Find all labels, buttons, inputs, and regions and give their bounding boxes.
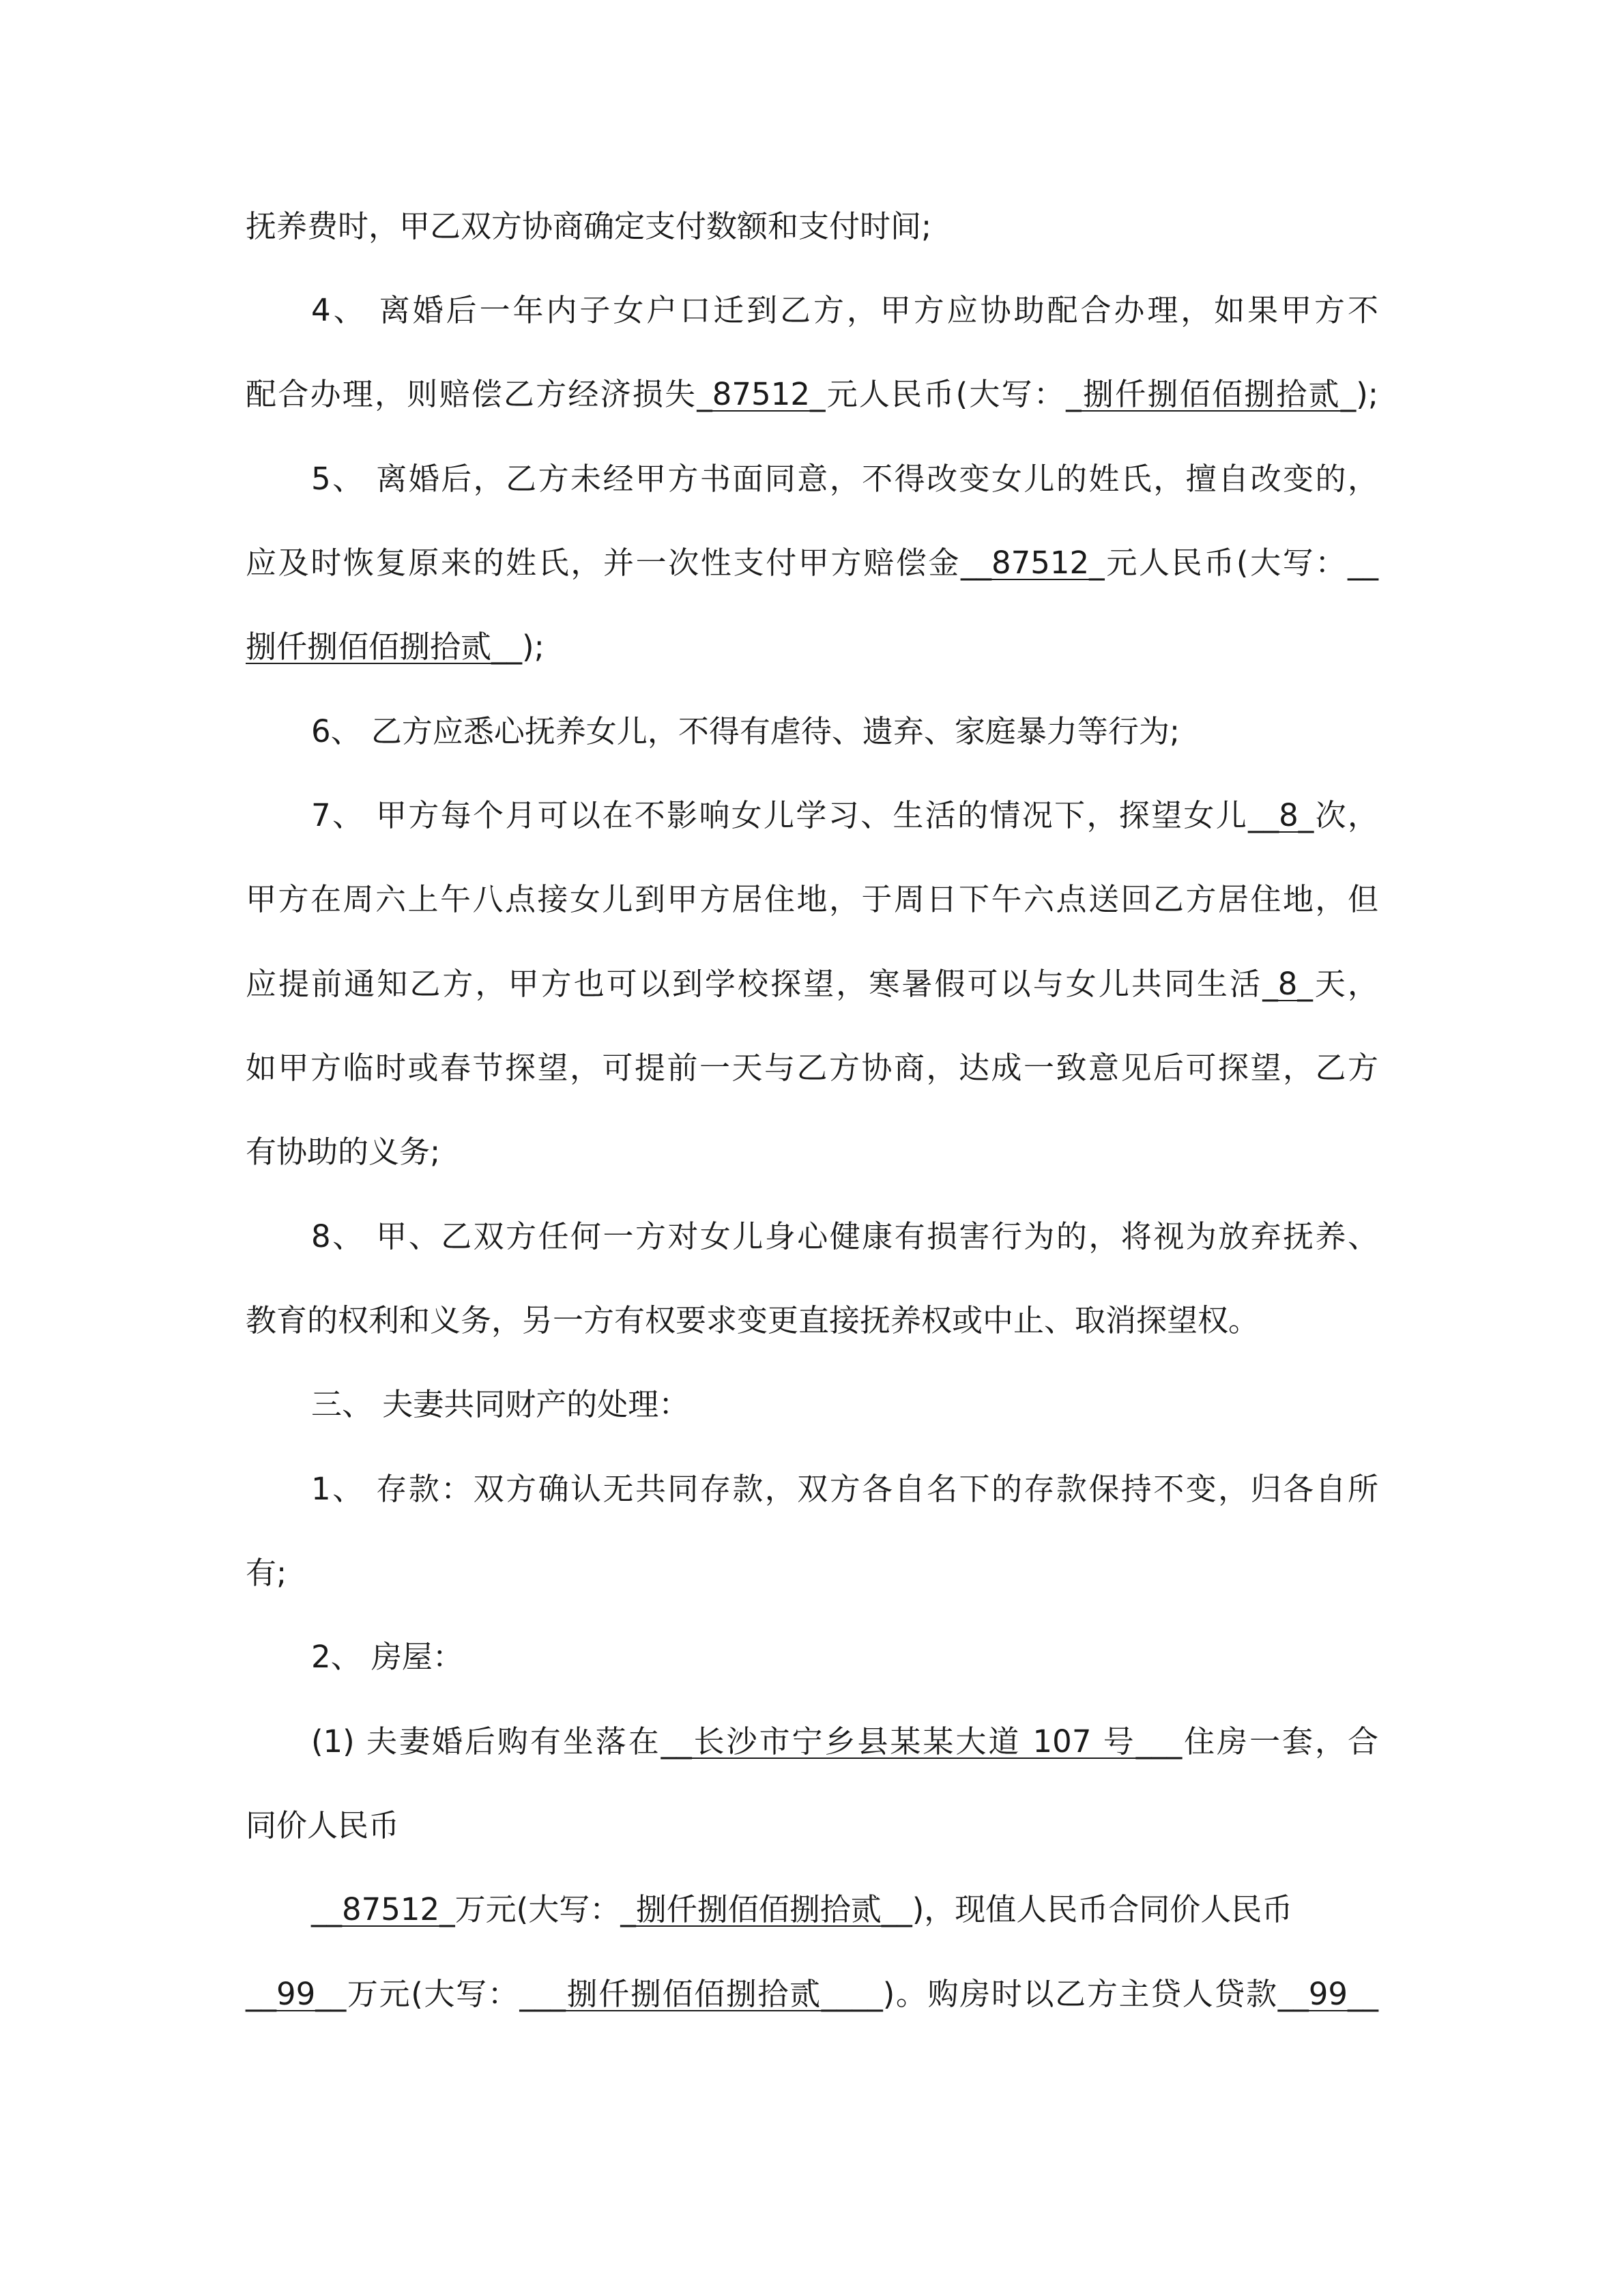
text-line-17: [246, 1553, 1378, 1594]
text-segment: );: [1356, 376, 1378, 412]
text-segment: 配合办理，则赔偿乙方经济损失_: [246, 376, 712, 412]
text-segment: 有协助的义务;: [246, 1134, 441, 1170]
text-segment: 2、 房屋：: [311, 1639, 463, 1675]
text-segment: 元人民币(大写：_: [825, 376, 1082, 412]
text-line-3: [246, 374, 1378, 415]
underlined-field: 捌仟捌佰佰捌拾贰____: [565, 1976, 883, 2012]
underlined-field: 99__: [1308, 1976, 1378, 2012]
text-line-6: [246, 627, 1378, 668]
text-line-2: [311, 290, 1378, 331]
underlined-field: 8_: [1279, 797, 1314, 833]
text-segment: 6、 乙方应悉心抚养女儿，不得有虐待、遗弃、家庭暴力等行为;: [311, 713, 1180, 749]
text-line-15: [311, 1384, 1378, 1425]
text-line-11: [246, 1048, 1378, 1089]
text-segment: __: [311, 1891, 342, 1927]
underlined-field: 捌仟捌佰佰捌拾贰__: [635, 1891, 912, 1927]
text-segment: 甲方在周六上午八点接女儿到甲方居住地，于周日下午六点送回乙方居住地，但: [246, 881, 1378, 917]
text-segment: (1) 夫妻婚后购有坐落在__: [311, 1723, 692, 1760]
text-segment: )，现值人民币合同价人民币: [912, 1891, 1293, 1927]
text-segment: 同价人民币: [246, 1807, 400, 1843]
underlined-field: 8_: [1277, 966, 1313, 1002]
text-segment: );: [522, 629, 545, 665]
text-line-5: [246, 543, 1378, 584]
underlined-field: 长沙市宁乡县某某大道 107 号: [691, 1723, 1136, 1760]
text-segment: 天，: [1312, 966, 1378, 1002]
text-segment: __: [246, 1976, 276, 2012]
underlined-field: 捌仟捌佰佰捌拾贰__: [246, 629, 523, 665]
text-segment: 教育的权利和义务，另一方有权要求变更直接抚养权或中止、取消探望权。: [246, 1302, 1260, 1338]
text-segment: 应及时恢复原来的姓氏，并一次性支付甲方赔偿金__: [246, 545, 992, 581]
text-segment: 4、 离婚后一年内子女户口迁到乙方，甲方应协助配合办理，如果甲方不: [311, 292, 1378, 328]
text-segment: ___住房一套，合: [1135, 1723, 1378, 1760]
text-segment: 1、 存款：双方确认无共同存款，双方各自名下的存款保持不变，归各自所: [311, 1471, 1378, 1507]
text-line-16: [311, 1469, 1378, 1510]
text-segment: 应提前通知乙方，甲方也可以到学校探望，寒暑假可以与女儿共同生活_: [246, 966, 1278, 1002]
text-line-13: [311, 1216, 1378, 1257]
underlined-field: 87512_: [991, 545, 1105, 581]
text-line-22: [246, 1974, 1378, 2015]
text-line-4: [311, 459, 1378, 500]
underlined-field: 87512_: [342, 1891, 455, 1927]
text-line-7: [311, 711, 1378, 752]
text-segment: 元人民币(大写：__: [1104, 545, 1378, 581]
text-segment: 万元(大写：_: [454, 1891, 636, 1927]
text-segment: 三、 夫妻共同财产的处理：: [311, 1386, 690, 1422]
text-segment: 有;: [246, 1555, 287, 1591]
text-line-14: [246, 1300, 1378, 1341]
text-line-8: [311, 795, 1378, 836]
text-line-1: [246, 206, 1378, 247]
text-line-18: [311, 1637, 1378, 1678]
text-segment: 如甲方临时或春节探望，可提前一天与乙方协商，达成一致意见后可探望，乙方: [246, 1050, 1378, 1086]
text-segment: 抚养费时，甲乙双方协商确定支付数额和支付时间;: [246, 208, 932, 244]
text-segment: __万元(大写：___: [315, 1976, 566, 2012]
underlined-field: 99: [276, 1976, 316, 2012]
text-segment: 5、 离婚后，乙方未经甲方书面同意，不得改变女儿的姓氏，擅自改变的，: [311, 461, 1378, 497]
text-segment: 次，: [1314, 797, 1378, 833]
text-segment: )。购房时以乙方主贷人贷款__: [882, 1976, 1309, 2012]
text-line-10: [246, 964, 1378, 1005]
text-line-12: [246, 1132, 1378, 1173]
text-line-20: [246, 1805, 1378, 1846]
text-segment: 7、 甲方每个月可以在不影响女儿学习、生活的情况下，探望女儿__: [311, 797, 1279, 833]
underlined-field: 87512_: [712, 376, 826, 412]
text-segment: 8、 甲、乙双方任何一方对女儿身心健康有损害行为的，将视为放弃抚养、: [311, 1218, 1378, 1254]
underlined-field: 捌仟捌佰佰捌拾贰_: [1081, 376, 1357, 412]
text-line-19: [311, 1721, 1378, 1762]
text-line-21: [311, 1889, 1378, 1930]
text-line-9: [246, 879, 1378, 920]
